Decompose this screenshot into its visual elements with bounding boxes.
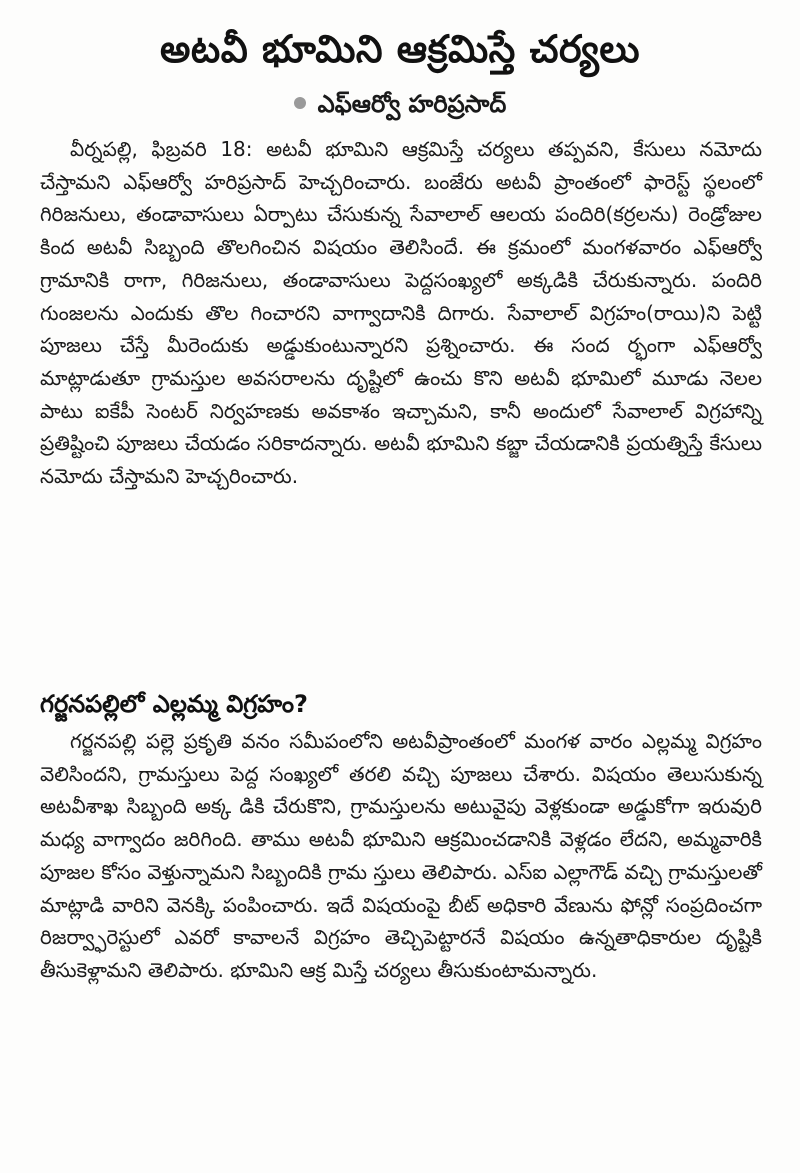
subheading: గర్జనపల్లిలో ఎల్లమ్మ విగ్రహం?	[40, 690, 308, 718]
grey-dot-icon	[294, 97, 306, 109]
article-paragraph-1: వీర్నపల్లి, ఫిబ్రవరి 18: అటవీ భూమిని ఆక్రమిస్తే చర్యలు తప్పవని, కేసులు నమోదు చేస్తామని ఎఫ్ఆర్వో హరిప్రసాద్ హెచ్చరించారు. బంజేరు అటవీ ప్రాంతంలో ఫారెస్ట్ స్థలంలో గిరిజనులు, తండావాసులు ఏర్పాటు చేసుకున్న సేవాలాల్ ఆలయ పందిరి(కర్రలను) రెండ్రోజుల కింద అటవీ సిబ్బంది తొలగించిన విషయం తెలిసిందే. ఈ క్రమంలో మంగళవారం ఎఫ్ఆర్వో గ్రామానికి రాగా, గిరిజనులు, తండావాసులు పెద్దసంఖ్యలో అక్కడికి చేరుకున్నారు. పందిరి గుంజలను ఎందుకు తొల గించారని వాగ్వాదానికి దిగారు. సేవాలాల్ విగ్రహం(రాయి)ని పెట్టి పూజలు చేస్తే మీరెందుకు అడ్డుకుంటున్నారని ప్రశ్నించారు. ఈ సంద ర్భంగా ఎఫ్ఆర్వో మాట్లాడుతూ గ్రామస్తుల అవసరాలను దృష్టిలో ఉంచు కొని అటవీ భూమిలో మూడు నెలల పాటు ఐకేపీ సెంటర్ నిర్వహణకు అవకాశం ఇచ్చామని, కానీ అందులో సేవాలాల్ విగ్రహాన్ని ప్రతిష్టించి పూజలు చేయడం సరికాదన్నారు. అటవీ భూమిని కబ్జా చేయడానికి ప్రయత్నిస్తే కేసులు నమోదు చేస్తామని హెచ్చరించారు.	[40, 137, 762, 489]
headline: అటవీ భూమిని ఆక్రమిస్తే చర్యలు	[160, 27, 640, 71]
byline-text: ఎఫ్ఆర్వో హరిప్రసాద్	[317, 90, 507, 118]
article-paragraph-2: గర్జనపల్లి పల్లె ప్రకృతి వనం సమీపంలోని అటవీప్రాంతంలో మంగళ వారం ఎల్లమ్మ విగ్రహం వెలిసిందని, గ్రామస్తులు పెద్ద సంఖ్యలో తరలి వచ్చి పూజలు చేశారు. విషయం తెలుసుకున్న అటవీశాఖ సిబ్బంది అక్క డికి చేరుకొని, గ్రామస్తులను అటువైపు వెళ్లకుండా అడ్డుకోగా ఇరువురి మధ్య వాగ్వాదం జరిగింది. తాము అటవీ భూమిని ఆక్రమించడానికి వెళ్లడం లేదని, అమ్మవారికి పూజల కోసం వెళ్తున్నామని సిబ్బందికి గ్రామ స్తులు తెలిపారు. ఎస్ఐ ఎల్లాగౌడ్ వచ్చి గ్రామస్తులతో మాట్లాడి వారిని వెనక్కి పంపించారు. ఇదే విషయంపై బీట్ అధికారి వేణును ఫోన్లో సంప్రదించగా రిజర్వ్ఫారెస్టులో ఎవరో కావాలనే విగ్రహం తెచ్చిపెట్టారనే విషయం ఉన్నతాధికారుల దృష్టికి తీసుకెళ్లామని తెలిపారు. భూమిని ఆక్ర మిస్తే చర్యలు తీసుకుంటామన్నారు.	[40, 729, 762, 982]
byline	[0, 88, 800, 120]
